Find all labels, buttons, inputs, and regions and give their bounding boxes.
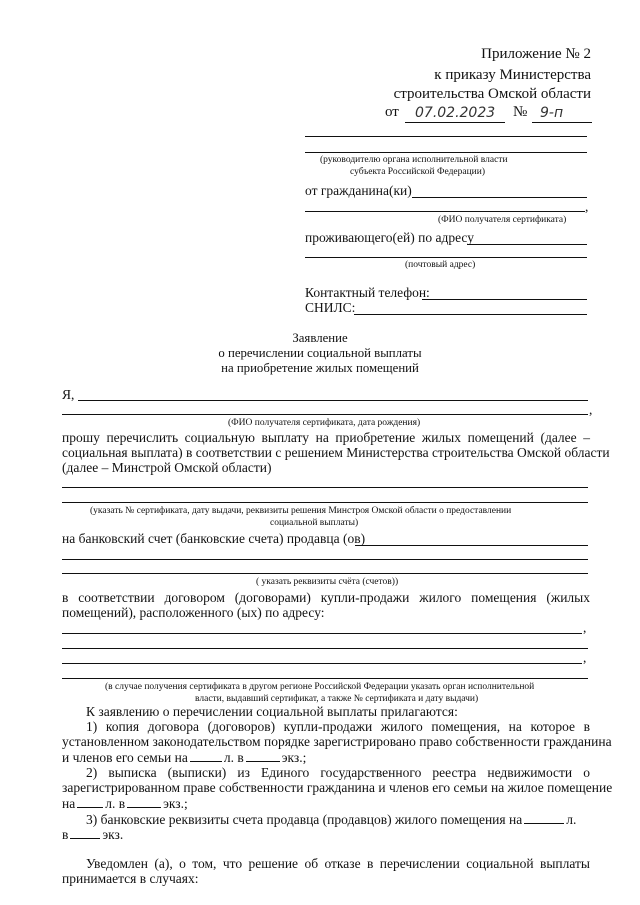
item3-text-1a: 3) банковские реквизиты счета продавца (продавцов) жилого помещения на (86, 812, 523, 827)
citizen-line-2 (305, 211, 585, 212)
item2-pages-blank (77, 795, 103, 808)
request-text-2: социальная выплата) в соответствии с решением Министерства строительства Омской области (62, 445, 610, 460)
request-text-3: (далее – Минстрой Омской области) (62, 460, 272, 475)
item2-text-3 (62, 795, 188, 812)
bank-account-line-2 (62, 559, 588, 560)
item1-text-3 (62, 749, 306, 766)
contract-text-1: в соответствии договором (договорами) купли-продажи жилого помещения (жилых (62, 590, 590, 605)
address-line-b (62, 648, 588, 649)
notice-text-2: принимается в случаях: (62, 871, 199, 886)
from-citizen-line (412, 197, 587, 198)
order-date-handwritten: 07.02.2023 (415, 105, 496, 121)
addressee-line-2 (305, 152, 587, 153)
account-caption: ( указать реквизиты счёта (счетов)) (256, 577, 399, 587)
document-subtitle-2: на приобретение жилых помещений (221, 361, 419, 375)
addressee-caption-2: субъекта Российской Федерации) (350, 167, 486, 177)
citizen-fio-caption: (ФИО получателя сертификата) (438, 215, 567, 225)
request-text-1: прошу перечислить социальную выплату на приобретение жилых помещений (далее – (62, 430, 590, 445)
applicant-line-1 (78, 400, 588, 401)
postal-caption: (почтовый адрес) (405, 260, 476, 270)
from-citizen-label: от гражданина(ки) (305, 183, 412, 198)
item3-text-2b: экз. (102, 827, 124, 842)
attached-intro: К заявлению о перечислении социальной выплаты прилагаются: (86, 704, 458, 719)
item3-pages-blank (524, 811, 564, 824)
notice-text-1: Уведомлен (а), о том, что решение об отказе в перечислении социальной выплаты (86, 856, 590, 871)
item3-text-1b: л. (566, 812, 577, 827)
bank-account-line-3 (62, 573, 588, 574)
applicant-comma: , (589, 402, 593, 417)
appendix-number: Приложение № 2 (481, 46, 591, 62)
order-number-handwritten: 9-п (540, 105, 564, 121)
citizen-line-comma: , (585, 199, 589, 214)
item1-text-3b: л. в (223, 750, 244, 765)
phone-label: Контактный телефон: (305, 285, 430, 300)
appendix-order-line: к приказу Министерства (434, 67, 591, 83)
addressee-line-1 (305, 136, 587, 137)
address-comma-c: , (583, 650, 587, 665)
cert-line-2 (62, 502, 588, 503)
snils-line (354, 314, 587, 315)
item1-text-2: установленном законодательством порядке зарегистрировано право собственности гражданина (62, 734, 612, 749)
region-caption-1: (в случае получения сертификата в другом регионе Российской Федерации указать орган исполнительной (105, 682, 535, 692)
i-label: Я, (62, 387, 75, 402)
applicant-line-2 (62, 414, 588, 415)
item1-copies-blank (246, 749, 280, 762)
item2-text-3c: экз.; (163, 796, 188, 811)
item3-text-2 (62, 826, 123, 843)
address-line-2 (305, 257, 587, 258)
order-number-sign: № (513, 104, 528, 120)
contract-text-2: помещений), расположенного (ых) по адресу: (62, 605, 325, 620)
appendix-ministry-line: строительства Омской области (393, 86, 591, 102)
item3-text-1 (86, 811, 576, 828)
residing-line (467, 244, 587, 245)
document-subtitle-1: о перечислении социальной выплаты (218, 346, 422, 360)
item2-copies-blank (127, 795, 161, 808)
address-comma-a: , (583, 620, 587, 635)
residing-label: проживающего(ей) по адресу (305, 230, 474, 245)
item1-text-3a: и членов его семьи на (62, 750, 188, 765)
document-title: Заявление (292, 331, 348, 345)
address-line-c (62, 663, 582, 664)
snils-label: СНИЛС: (305, 300, 356, 315)
phone-line (422, 299, 587, 300)
item1-text-3c: экз.; (281, 750, 307, 765)
addressee-caption-1: (руководителю органа исполнительной власти (320, 155, 508, 165)
item1-pages-blank (190, 749, 222, 762)
order-from-label: от (385, 104, 399, 120)
order-date-line (405, 122, 505, 123)
cert-caption-1: (указать № сертификата, дату выдачи, реквизиты решения Минстроя Омской области о предоставлении (90, 506, 512, 516)
item2-text-3a: на (62, 796, 76, 811)
applicant-fio-caption: (ФИО получателя сертификата, дата рождения) (228, 418, 421, 428)
item1-text-1: 1) копия договора (договоров) купли-продажи жилого помещения, на которое в (86, 719, 590, 734)
address-line-a (62, 633, 582, 634)
item2-text-3b: л. в (105, 796, 126, 811)
bank-account-line-1 (355, 545, 588, 546)
bank-account-label: на банковский счет (банковские счета) продавца (ов) (62, 531, 366, 546)
item2-text-2: зарегистрированном праве собственности гражданина и членов его семьи на жилое помещение (62, 780, 613, 795)
item3-text-2a: в (62, 827, 69, 842)
item2-text-1: 2) выписка (выписки) из Единого государственного реестра недвижимости о (86, 765, 590, 780)
order-number-line (532, 122, 592, 123)
cert-line-1 (62, 487, 588, 488)
cert-caption-2: социальной выплаты) (270, 518, 359, 528)
item3-copies-blank (70, 826, 100, 839)
address-line-d (62, 678, 588, 679)
region-caption-2: власти, выдавший сертификат, а также № сертификата и дату выдачи) (195, 694, 479, 704)
